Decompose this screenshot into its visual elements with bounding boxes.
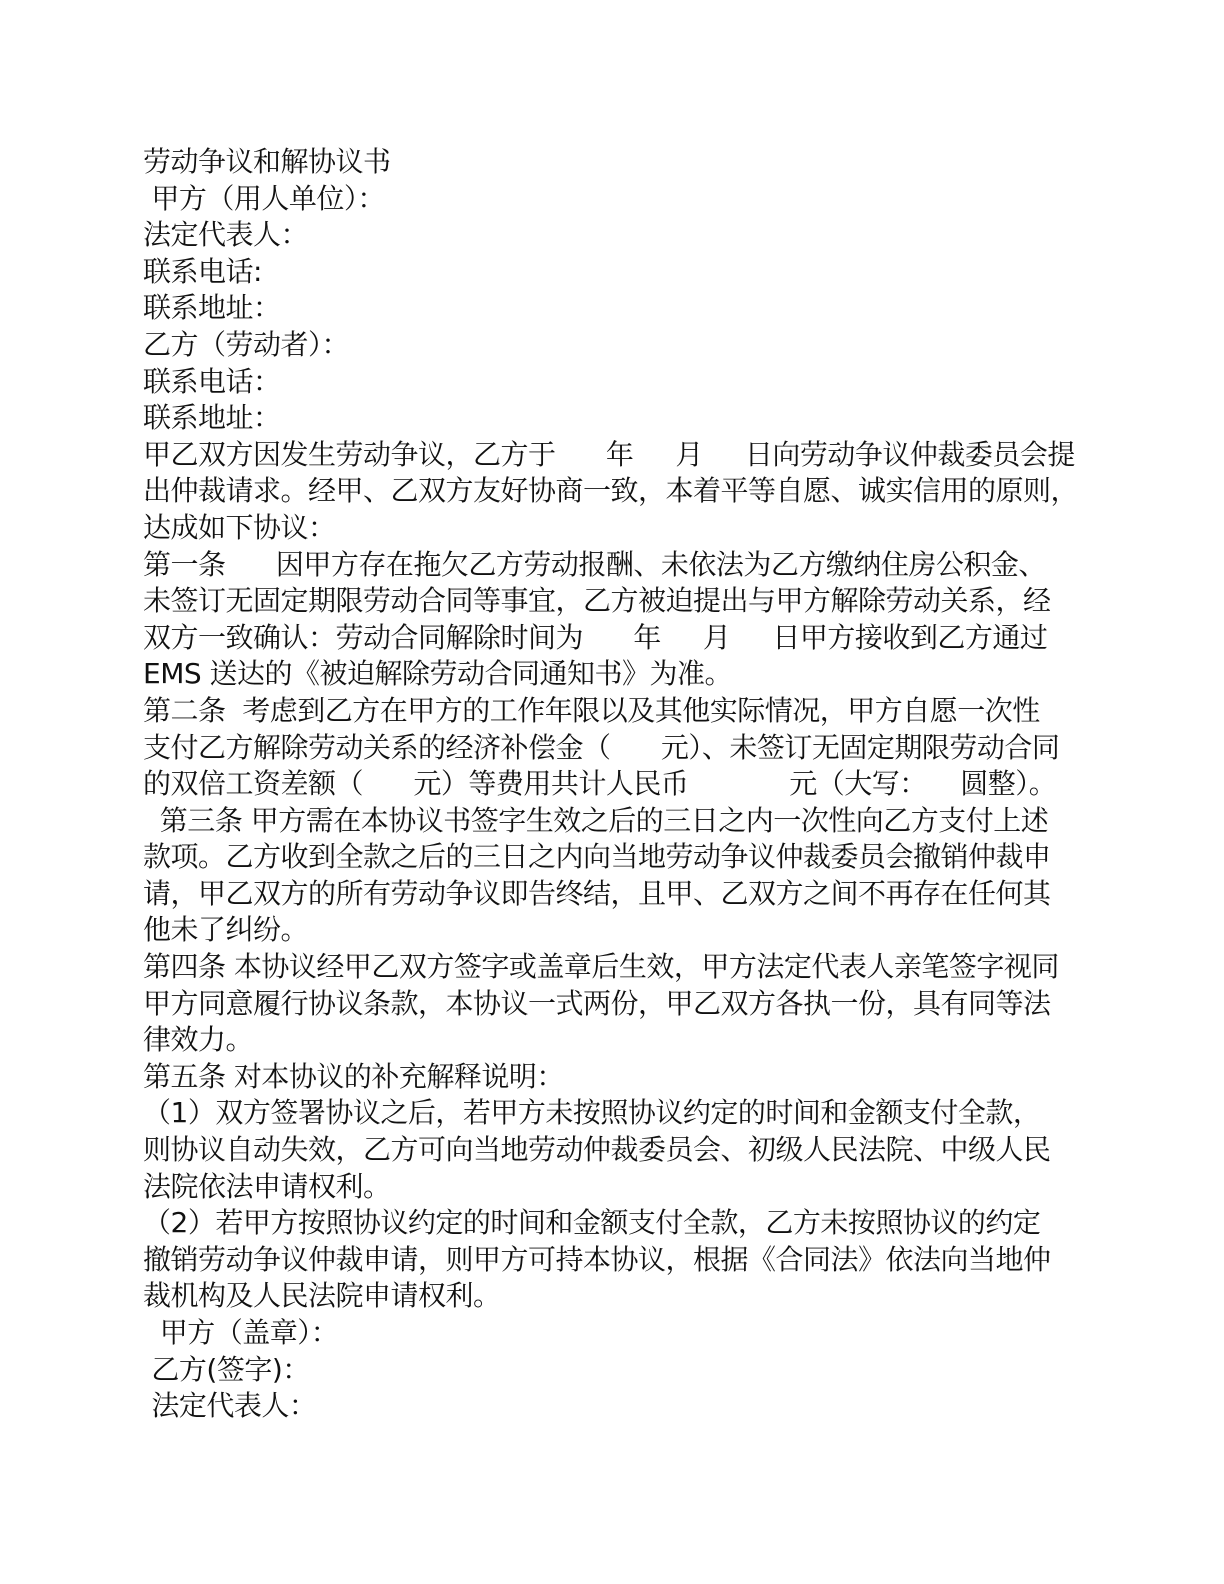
document-title: 劳动争议和解协议书 bbox=[143, 145, 391, 178]
article-5-item-2-line: 裁机构及人民法院申请权利。 bbox=[143, 1279, 501, 1313]
party-b-signature-line: 乙方(签字)： bbox=[143, 1352, 310, 1386]
signature-block bbox=[143, 1315, 1088, 1425]
article-1-line: 未签订无固定期限劳动合同等事宜，乙方被迫提出与甲方解除劳动关系，经 bbox=[143, 584, 1051, 618]
party-a-legal-rep: 法定代表人： bbox=[143, 218, 309, 252]
article-5-item-2-line: （2）若甲方按照协议约定的时间和金额支付全款，乙方未按照协议的约定 bbox=[143, 1206, 1041, 1240]
preamble-line: 出仲裁请求。经甲、乙双方友好协商一致，本着平等自愿、诚实信用的原则， bbox=[143, 474, 1079, 508]
article-2-line: 支付乙方解除劳动关系的经济补偿金（ 元）、未签订无固定期限劳动合同 bbox=[143, 730, 1060, 764]
article-5 bbox=[143, 1059, 1088, 1315]
article-3 bbox=[143, 803, 1088, 949]
article-2 bbox=[143, 693, 1088, 803]
article-3-line: 他未了纠纷。 bbox=[143, 913, 309, 947]
article-5-item-1-line: 则协议自动失效，乙方可向当地劳动仲裁委员会、初级人民法院、中级人民 bbox=[143, 1133, 1051, 1167]
article-5-item-1-line: （1）双方签署协议之后，若甲方未按照协议约定的时间和金额支付全款， bbox=[143, 1096, 1041, 1130]
article-3-line: 请，甲乙双方的所有劳动争议即告终结，且甲、乙双方之间不再存在任何其 bbox=[143, 876, 1051, 910]
article-4-line: 律效力。 bbox=[143, 1023, 254, 1057]
article-3-line: 款项。乙方收到全款之后的三日之内向当地劳动争议仲裁委员会撤销仲裁申 bbox=[143, 840, 1051, 874]
article-2-line: 的双倍工资差额（ 元）等费用共计人民币 元（大写： 圆整）。 bbox=[143, 767, 1057, 801]
article-5-heading: 第五条 对本协议的补充解释说明： bbox=[143, 1059, 564, 1093]
legal-rep-signature-line: 法定代表人： bbox=[143, 1389, 317, 1423]
party-a-address: 联系地址： bbox=[143, 291, 281, 325]
article-4-line: 甲方同意履行协议条款，本协议一式两份，甲乙双方各执一份，具有同等法 bbox=[143, 986, 1051, 1020]
preamble-paragraph bbox=[143, 437, 1088, 547]
article-1 bbox=[143, 547, 1088, 693]
party-b-address: 联系地址： bbox=[143, 401, 281, 435]
article-1-line: EMS 送达的《被迫解除劳动合同通知书》为准。 bbox=[143, 657, 733, 691]
article-2-line: 第二条 考虑到乙方在甲方的工作年限以及其他实际情况，甲方自愿一次性 bbox=[143, 693, 1040, 727]
article-5-item-1-line: 法院依法申请权利。 bbox=[143, 1169, 391, 1203]
article-5-item-2-line: 撤销劳动争议仲裁申请，则甲方可持本协议，根据《合同法》依法向当地仲 bbox=[143, 1242, 1051, 1276]
party-a-seal-line: 甲方（盖章）： bbox=[143, 1316, 339, 1349]
article-4 bbox=[143, 949, 1088, 1059]
party-b-label: 乙方（劳动者）： bbox=[143, 327, 350, 361]
party-a-label: 甲方（用人单位）： bbox=[143, 181, 385, 215]
article-3-line: 第三条 甲方需在本协议书签字生效之后的三日之内一次性向乙方支付上述 bbox=[143, 803, 1049, 837]
article-1-line: 第一条 因甲方存在拖欠乙方劳动报酬、未依法为乙方缴纳住房公积金、 bbox=[143, 547, 1046, 581]
article-4-line: 第四条 本协议经甲乙双方签字或盖章后生效，甲方法定代表人亲笔签字视同 bbox=[143, 950, 1059, 984]
preamble-line: 达成如下协议： bbox=[143, 510, 336, 544]
document-page bbox=[143, 144, 1088, 1425]
party-a-phone: 联系电话: bbox=[143, 254, 262, 288]
article-1-line: 双方一致确认：劳动合同解除时间为 年 月 日甲方接收到乙方通过 bbox=[143, 620, 1048, 654]
preamble-line: 甲乙双方因发生劳动争议，乙方于 年 月 日向劳动争议仲裁委员会提 bbox=[143, 437, 1075, 471]
party-b-phone: 联系电话： bbox=[143, 364, 281, 398]
